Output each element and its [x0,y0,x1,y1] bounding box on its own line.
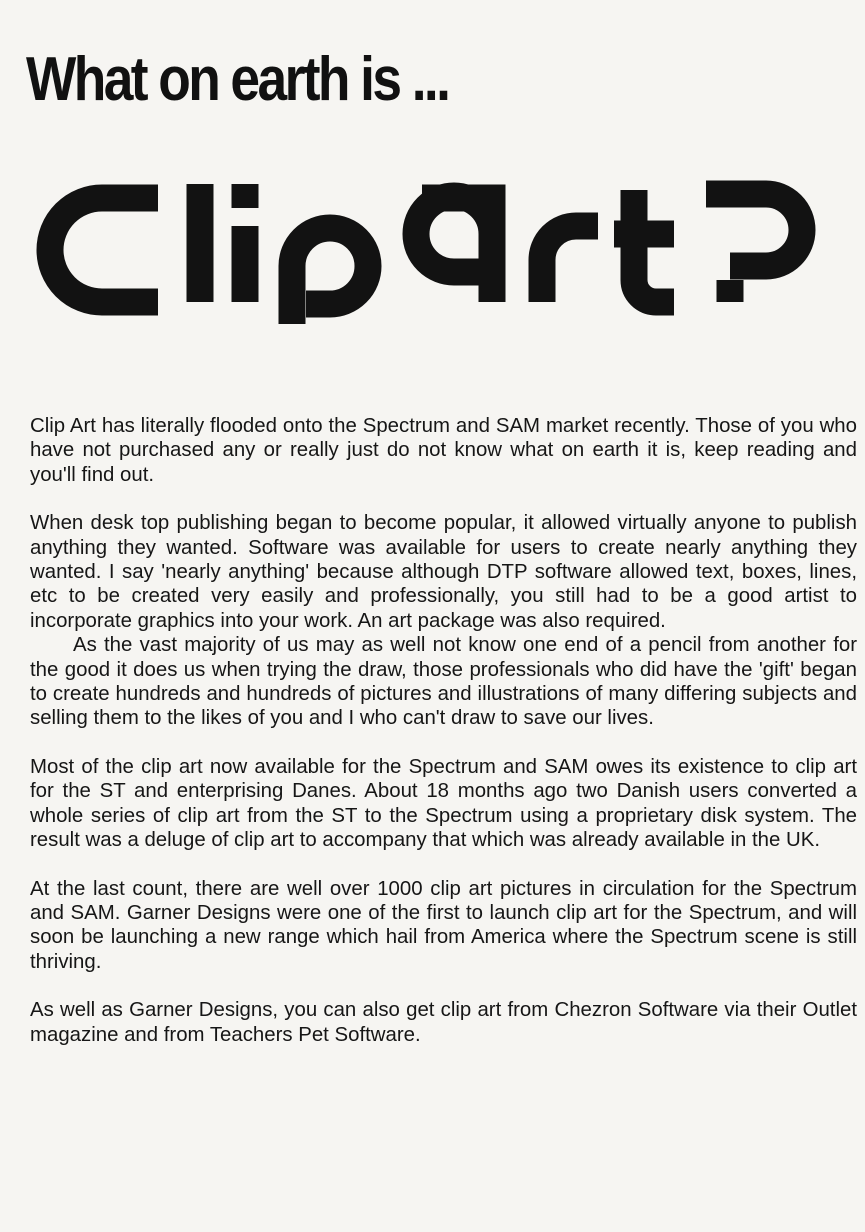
paragraph-dtp: When desk top publishing began to become popular, it allowed virtually anyone to publish anything they wanted. Software was available for users to create nearly anything they wanted. I say 'nearly anything' because although DTP software allowed text, boxes, lines, etc to be created very easily and professionally, you still had to be a good artist to incorporate graphics into your work. An art package was also required. [30,512,857,632]
paragraph-intro: Clip Art has literally flooded onto the Spectrum and SAM market recently. Those of you who have not purchased any or really just do not know what on earth it is, keep reading and you'll find out. [30,415,857,486]
clip-art-logo [30,168,830,329]
article-body [30,414,857,1047]
paragraph-sources: As well as Garner Designs, you can also get clip art from Chezron Software via their Outlet magazine and from Teachers Pet Software. [30,999,857,1046]
paragraph-professionals: As the vast majority of us may as well not know one end of a pencil from another for the good it does us when trying the draw, those professionals who did have the 'gift' began to create hundreds and hundreds of pictures and illustrations of many differing subjects and selling them to the likes of you and I who can't draw to save our lives. [30,634,857,730]
headline: What on earth is ... [26,45,449,114]
paragraph-danes: Most of the clip art now available for the Spectrum and SAM owes its existence to clip art for the ST and enterprising Danes. About 18 months ago two Danish users converted a whole series of clip art from the ST to the Spectrum using a proprietary disk system. The result was a deluge of clip art to accompany that which was already available in the UK. [30,755,857,852]
paragraph-count: At the last count, there are well over 1000 clip art pictures in circulation for the Spectrum and SAM. Garner Designs were one of the first to launch clip art for the Spectrum, and will soon be launching a new range which hail from America where the Spectrum scene is still thriving. [30,877,857,973]
